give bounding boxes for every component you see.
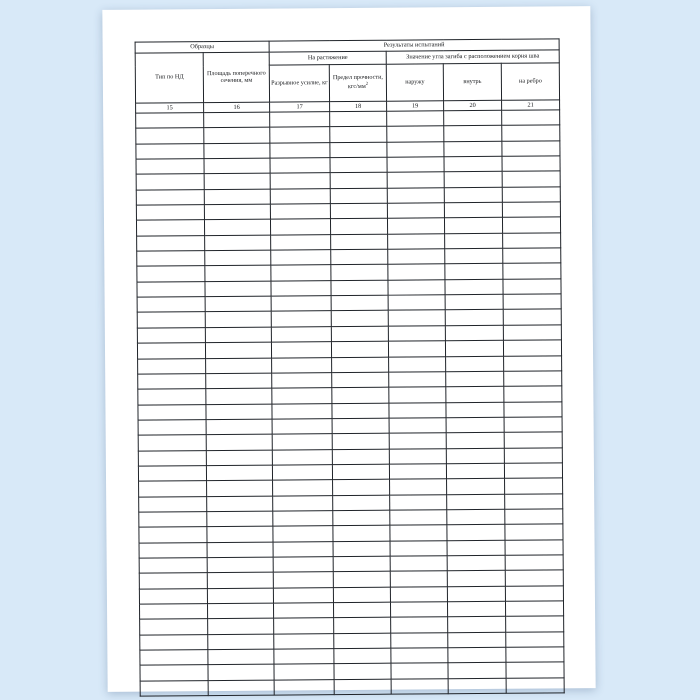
table-cell[interactable] — [332, 433, 389, 449]
table-cell[interactable] — [140, 680, 208, 696]
table-cell[interactable] — [331, 295, 388, 311]
table-cell[interactable] — [444, 126, 502, 142]
table-cell[interactable] — [505, 478, 563, 494]
table-cell[interactable] — [270, 188, 330, 204]
table-cell[interactable] — [270, 173, 330, 189]
table-cell[interactable] — [206, 465, 272, 481]
table-cell[interactable] — [137, 312, 205, 328]
table-cell[interactable] — [333, 541, 390, 557]
table-cell[interactable] — [334, 618, 391, 634]
table-cell[interactable] — [139, 512, 207, 528]
table-cell[interactable] — [138, 419, 206, 435]
table-cell[interactable] — [444, 202, 502, 218]
table-cell[interactable] — [271, 326, 331, 342]
table-cell[interactable] — [506, 632, 564, 648]
table-cell[interactable] — [503, 309, 561, 325]
table-cell[interactable] — [332, 357, 389, 373]
col-number-19: 19 — [387, 101, 444, 111]
table-cell[interactable] — [444, 110, 502, 126]
table-cell[interactable] — [272, 419, 332, 435]
table-cell[interactable] — [272, 434, 332, 450]
table-body — [136, 110, 565, 696]
table-cell[interactable] — [207, 511, 273, 527]
table-cell[interactable] — [334, 648, 391, 664]
table-cell[interactable] — [270, 158, 330, 174]
table-cell[interactable] — [204, 112, 270, 128]
table-cell[interactable] — [206, 434, 272, 450]
table-cell[interactable] — [503, 279, 561, 295]
table-cell[interactable] — [205, 250, 271, 266]
table-cell[interactable] — [387, 111, 444, 127]
table-cell[interactable] — [140, 619, 208, 635]
table-cell[interactable] — [273, 572, 333, 588]
table-cell[interactable] — [274, 649, 334, 665]
table-cell[interactable] — [207, 603, 273, 619]
table-cell[interactable] — [389, 402, 446, 418]
table-cell[interactable] — [271, 296, 331, 312]
table-cell[interactable] — [391, 632, 448, 648]
table-cell[interactable] — [332, 403, 389, 419]
table-cell[interactable] — [448, 601, 506, 617]
table-cell[interactable] — [502, 141, 560, 157]
table-cell[interactable] — [506, 678, 564, 694]
table-cell[interactable] — [502, 187, 560, 203]
table-cell[interactable] — [505, 524, 563, 540]
table-cell[interactable] — [446, 448, 504, 464]
table-cell[interactable] — [333, 510, 390, 526]
table-cell[interactable] — [333, 587, 390, 603]
table-cell[interactable] — [331, 341, 388, 357]
table-cell[interactable] — [205, 266, 271, 282]
header-col-inward: внутрь — [443, 63, 501, 100]
table-cell[interactable] — [332, 372, 389, 388]
table-cell[interactable] — [139, 542, 207, 558]
header-col-area: Площадь поперечного сечения, мм — [203, 52, 269, 103]
table-cell[interactable] — [446, 417, 504, 433]
table-cell[interactable] — [136, 159, 204, 175]
col-number-16: 16 — [204, 102, 270, 113]
table-cell[interactable] — [391, 602, 448, 618]
table-cell[interactable] — [140, 634, 208, 650]
table-cell[interactable] — [447, 540, 505, 556]
table-cell[interactable] — [505, 555, 563, 571]
table-cell[interactable] — [331, 326, 388, 342]
table-cell[interactable] — [446, 433, 504, 449]
table-cell[interactable] — [204, 189, 270, 205]
table-cell[interactable] — [138, 435, 206, 451]
table-cell[interactable] — [333, 571, 390, 587]
table-cell[interactable] — [208, 649, 274, 665]
table-cell[interactable] — [207, 542, 273, 558]
table-cell[interactable] — [330, 219, 387, 235]
table-cell[interactable] — [446, 463, 504, 479]
table-cell[interactable] — [445, 325, 503, 341]
table-cell[interactable] — [272, 449, 332, 465]
table-cell[interactable] — [389, 356, 446, 372]
table-cell[interactable] — [505, 509, 563, 525]
table-cell[interactable] — [503, 263, 561, 279]
table-cell[interactable] — [331, 265, 388, 281]
table-cell[interactable] — [273, 495, 333, 511]
table-cell[interactable] — [448, 678, 506, 694]
paper-sheet — [102, 6, 595, 692]
table-cell[interactable] — [388, 280, 445, 296]
table-cell[interactable] — [271, 234, 331, 250]
table-cell[interactable] — [390, 571, 447, 587]
table-cell[interactable] — [206, 450, 272, 466]
table-cell[interactable] — [330, 157, 387, 173]
table-cell[interactable] — [446, 402, 504, 418]
header-group-samples: Образцы — [135, 41, 269, 53]
table-cell[interactable] — [330, 127, 387, 143]
table-cell[interactable] — [447, 571, 505, 587]
table-cell[interactable] — [271, 280, 331, 296]
table-cell[interactable] — [390, 525, 447, 541]
table-cell[interactable] — [271, 265, 331, 281]
table-cell[interactable] — [504, 417, 562, 433]
table-cell[interactable] — [390, 494, 447, 510]
table-cell[interactable] — [136, 220, 204, 236]
welding-log-table — [135, 38, 565, 696]
table-cell[interactable] — [274, 664, 334, 680]
table-cell[interactable] — [273, 526, 333, 542]
table-cell[interactable] — [270, 219, 330, 235]
table-cell[interactable] — [444, 218, 502, 234]
table-cell[interactable] — [273, 587, 333, 603]
table-cell[interactable] — [207, 588, 273, 604]
table-cell[interactable] — [388, 233, 445, 249]
table-cell[interactable] — [206, 373, 272, 389]
page-content — [135, 38, 564, 649]
table-cell[interactable] — [208, 664, 274, 680]
header-col-breaking-force: Разрывное усилие, кг — [269, 65, 329, 102]
table-cell[interactable] — [140, 665, 208, 681]
table-cell[interactable] — [505, 570, 563, 586]
table-cell[interactable] — [273, 541, 333, 557]
table-cell[interactable] — [332, 418, 389, 434]
table-cell[interactable] — [502, 125, 560, 141]
header-sub-tension: На растяжение — [269, 51, 386, 65]
table-cell[interactable] — [138, 373, 206, 389]
table-cell[interactable] — [503, 325, 561, 341]
table-cell[interactable] — [330, 173, 387, 189]
table-cell[interactable] — [271, 250, 331, 266]
header-col-tensile-strength-text: Предел прочности, кгс/мм — [332, 73, 383, 91]
table-cell[interactable] — [506, 616, 564, 632]
table-cell[interactable] — [272, 403, 332, 419]
table-cell[interactable] — [274, 679, 334, 695]
table-cell[interactable] — [447, 509, 505, 525]
table-cell[interactable] — [205, 327, 271, 343]
table-cell[interactable] — [140, 650, 208, 666]
header-col-edgewise: на ребро — [501, 63, 559, 100]
table-cell[interactable] — [331, 311, 388, 327]
table-cell[interactable] — [332, 464, 389, 480]
table-cell[interactable] — [136, 205, 204, 221]
table-cell[interactable] — [448, 617, 506, 633]
table-cell[interactable] — [139, 588, 207, 604]
table-cell[interactable] — [136, 143, 204, 159]
table-cell[interactable] — [204, 173, 270, 189]
table-cell[interactable] — [330, 111, 387, 127]
table-cell[interactable] — [330, 203, 387, 219]
table-cell[interactable] — [446, 356, 504, 372]
table-cell[interactable] — [387, 157, 444, 173]
table-cell[interactable] — [137, 235, 205, 251]
table-cell[interactable] — [139, 604, 207, 620]
table-cell[interactable] — [206, 404, 272, 420]
header-col-type: Тип по НД — [135, 53, 203, 104]
table-cell[interactable] — [447, 555, 505, 571]
table-cell[interactable] — [205, 312, 271, 328]
table-cell[interactable] — [270, 204, 330, 220]
table-cell[interactable] — [391, 678, 448, 694]
table-cell[interactable] — [330, 188, 387, 204]
header-col-tensile-strength-sup: 2 — [365, 81, 369, 87]
table-cell[interactable] — [138, 389, 206, 405]
table-cell[interactable] — [445, 340, 503, 356]
table-cell[interactable] — [387, 141, 444, 157]
table-cell[interactable] — [270, 127, 330, 143]
col-number-18: 18 — [330, 101, 387, 111]
table-cell[interactable] — [205, 342, 271, 358]
table-cell[interactable] — [389, 372, 446, 388]
table-cell[interactable] — [447, 494, 505, 510]
table-cell[interactable] — [331, 234, 388, 250]
table-cell[interactable] — [389, 448, 446, 464]
table-cell[interactable] — [332, 449, 389, 465]
table-cell[interactable] — [502, 110, 560, 126]
table-cell[interactable] — [207, 557, 273, 573]
table-cell[interactable] — [506, 662, 564, 678]
table-cell[interactable] — [387, 126, 444, 142]
table-cell[interactable] — [391, 648, 448, 664]
table-cell[interactable] — [204, 220, 270, 236]
table-cell[interactable] — [273, 557, 333, 573]
table-cell[interactable] — [137, 327, 205, 343]
table-cell[interactable] — [334, 664, 391, 680]
table-cell[interactable] — [445, 294, 503, 310]
table-cell[interactable] — [504, 447, 562, 463]
table-cell[interactable] — [502, 171, 560, 187]
table-cell[interactable] — [271, 342, 331, 358]
table-cell[interactable] — [388, 264, 445, 280]
col-number-15: 15 — [136, 103, 204, 114]
table-cell[interactable] — [390, 540, 447, 556]
header-sub-bend-angle: Значение угла загиба с расположением корня шва — [386, 50, 559, 64]
table-cell[interactable] — [506, 647, 564, 663]
table-cell[interactable] — [136, 174, 204, 190]
table-cell[interactable] — [388, 249, 445, 265]
table-cell[interactable] — [272, 357, 332, 373]
table-cell[interactable] — [390, 586, 447, 602]
table-cell[interactable] — [503, 233, 561, 249]
table-cell[interactable] — [333, 495, 390, 511]
table-cell[interactable] — [391, 617, 448, 633]
table-cell[interactable] — [504, 463, 562, 479]
table-cell[interactable] — [333, 525, 390, 541]
table-cell[interactable] — [136, 128, 204, 144]
table-cell[interactable] — [206, 358, 272, 374]
table-cell[interactable] — [207, 572, 273, 588]
table-cell[interactable] — [445, 264, 503, 280]
table-cell[interactable] — [334, 633, 391, 649]
table-cell[interactable] — [138, 450, 206, 466]
table-cell[interactable] — [448, 632, 506, 648]
table-cell[interactable] — [332, 387, 389, 403]
table-cell[interactable] — [388, 295, 445, 311]
table-cell[interactable] — [208, 618, 274, 634]
table-cell[interactable] — [446, 371, 504, 387]
table-cell[interactable] — [444, 187, 502, 203]
table-cell[interactable] — [205, 235, 271, 251]
table-cell[interactable] — [447, 586, 505, 602]
table-cell[interactable] — [447, 479, 505, 495]
table-cell[interactable] — [137, 251, 205, 267]
table-cell[interactable] — [503, 340, 561, 356]
table-cell[interactable] — [444, 156, 502, 172]
table-cell[interactable] — [331, 280, 388, 296]
table-cell[interactable] — [272, 388, 332, 404]
col-number-20: 20 — [444, 100, 502, 110]
table-cell[interactable] — [137, 281, 205, 297]
table-cell[interactable] — [444, 141, 502, 157]
table-cell[interactable] — [208, 680, 274, 696]
table-cell[interactable] — [139, 527, 207, 543]
table-cell[interactable] — [136, 113, 204, 129]
table-cell[interactable] — [272, 465, 332, 481]
table-cell[interactable] — [446, 386, 504, 402]
table-cell[interactable] — [445, 310, 503, 326]
table-cell[interactable] — [390, 479, 447, 495]
table-cell[interactable] — [138, 466, 206, 482]
table-cell[interactable] — [333, 479, 390, 495]
table-cell[interactable] — [139, 573, 207, 589]
table-cell[interactable] — [204, 158, 270, 174]
table-cell[interactable] — [447, 525, 505, 541]
table-cell[interactable] — [139, 496, 207, 512]
table-cell[interactable] — [204, 143, 270, 159]
table-cell[interactable] — [390, 556, 447, 572]
table-cell[interactable] — [137, 266, 205, 282]
table-cell[interactable] — [272, 372, 332, 388]
table-cell[interactable] — [207, 496, 273, 512]
table-cell[interactable] — [503, 248, 561, 264]
table-cell[interactable] — [139, 558, 207, 574]
table-cell[interactable] — [273, 480, 333, 496]
table-cell[interactable] — [389, 464, 446, 480]
table-cell[interactable] — [206, 388, 272, 404]
table-cell[interactable] — [136, 189, 204, 205]
table-cell[interactable] — [137, 343, 205, 359]
table-cell[interactable] — [505, 539, 563, 555]
table-cell[interactable] — [274, 633, 334, 649]
col-number-21: 21 — [502, 100, 560, 110]
table-cell[interactable] — [270, 142, 330, 158]
table-cell[interactable] — [138, 404, 206, 420]
table-cell[interactable] — [270, 112, 330, 128]
table-cell[interactable] — [502, 202, 560, 218]
table-cell[interactable] — [389, 433, 446, 449]
table-cell[interactable] — [388, 341, 445, 357]
table-cell[interactable] — [445, 233, 503, 249]
table-cell[interactable] — [388, 310, 445, 326]
table-cell[interactable] — [503, 294, 561, 310]
table-cell[interactable] — [334, 679, 391, 695]
table-cell[interactable] — [388, 326, 445, 342]
table-cell[interactable] — [273, 511, 333, 527]
table-cell[interactable] — [445, 248, 503, 264]
table-cell[interactable] — [387, 218, 444, 234]
table-cell[interactable] — [448, 647, 506, 663]
header-col-outward: наружу — [386, 64, 443, 101]
table-cell[interactable] — [387, 172, 444, 188]
table-cell[interactable] — [505, 493, 563, 509]
table-cell[interactable] — [331, 249, 388, 265]
table-cell[interactable] — [502, 217, 560, 233]
table-cell[interactable] — [504, 432, 562, 448]
table-cell[interactable] — [274, 603, 334, 619]
table-cell[interactable] — [504, 386, 562, 402]
table-cell[interactable] — [445, 279, 503, 295]
header-col-tensile-strength — [329, 64, 386, 101]
table-cell[interactable] — [504, 355, 562, 371]
table-cell[interactable] — [204, 204, 270, 220]
table-cell[interactable] — [334, 602, 391, 618]
table-cell[interactable] — [330, 142, 387, 158]
table-cell[interactable] — [504, 371, 562, 387]
table-cell[interactable] — [389, 418, 446, 434]
table-cell[interactable] — [390, 510, 447, 526]
table-cell[interactable] — [205, 281, 271, 297]
table-cell[interactable] — [138, 358, 206, 374]
table-cell[interactable] — [137, 297, 205, 313]
table-cell[interactable] — [504, 401, 562, 417]
table-cell[interactable] — [139, 481, 207, 497]
table-cell[interactable] — [505, 585, 563, 601]
table-head — [135, 39, 560, 113]
table-cell[interactable] — [506, 601, 564, 617]
table-cell[interactable] — [448, 663, 506, 679]
table-cell[interactable] — [208, 634, 274, 650]
table-cell[interactable] — [206, 419, 272, 435]
table-cell[interactable] — [274, 618, 334, 634]
table-cell[interactable] — [444, 172, 502, 188]
col-number-17: 17 — [270, 102, 330, 112]
table-cell[interactable] — [207, 526, 273, 542]
table-cell[interactable] — [204, 127, 270, 143]
table-cell[interactable] — [333, 556, 390, 572]
header-group-test-results: Результаты испытаний — [269, 39, 559, 52]
table-cell[interactable] — [387, 203, 444, 219]
table-cell[interactable] — [207, 480, 273, 496]
table-cell[interactable] — [271, 311, 331, 327]
table-row[interactable] — [140, 678, 564, 697]
table-cell[interactable] — [391, 663, 448, 679]
table-cell[interactable] — [387, 187, 444, 203]
table-cell[interactable] — [389, 387, 446, 403]
table-cell[interactable] — [205, 296, 271, 312]
table-cell[interactable] — [502, 156, 560, 172]
